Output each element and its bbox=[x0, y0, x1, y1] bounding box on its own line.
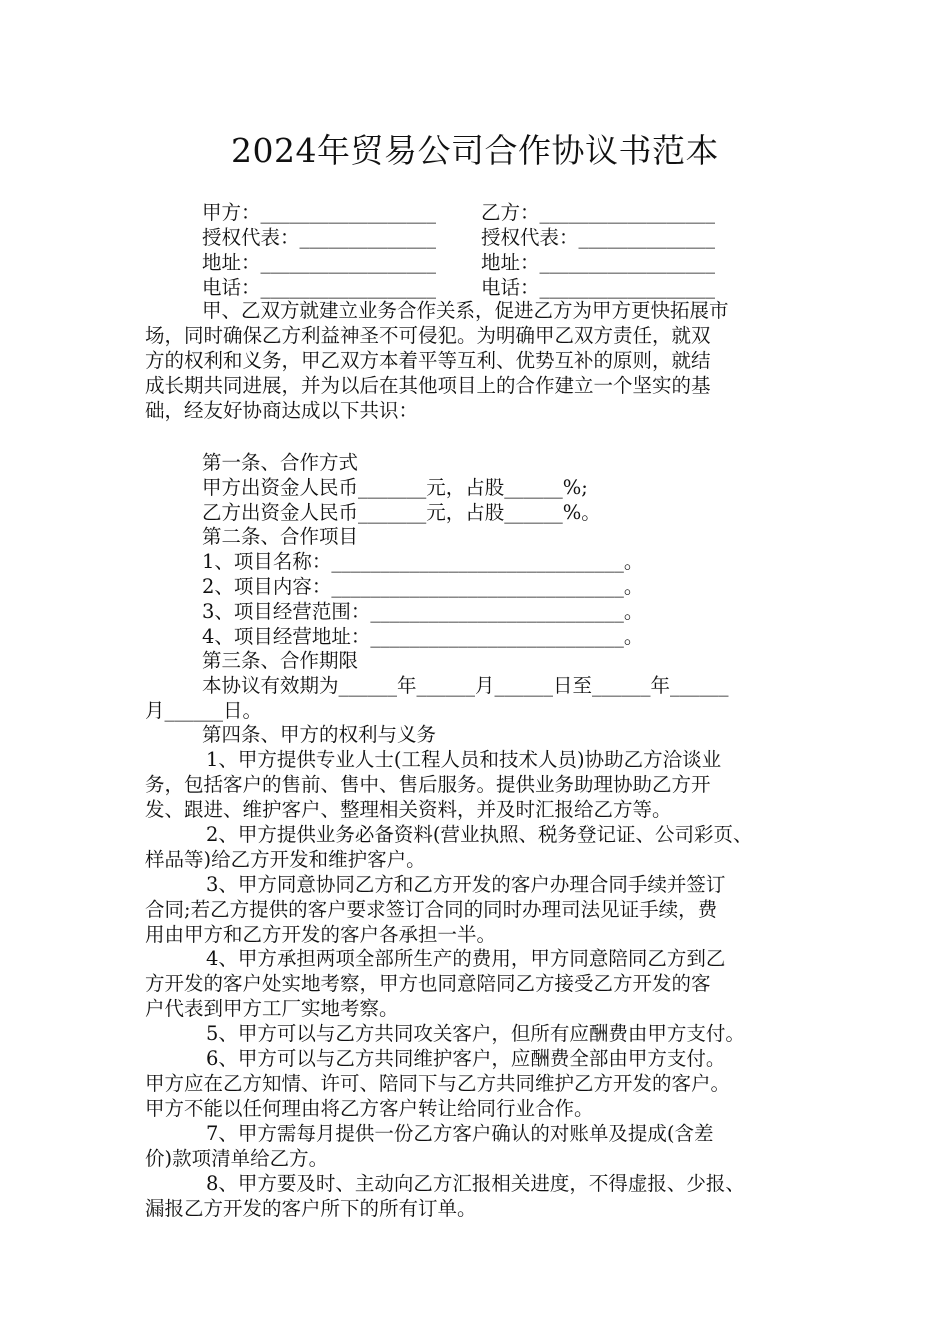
intro-line: 甲、乙双方就建立业务合作关系，促进乙方为甲方更快拓展市 bbox=[202, 299, 729, 322]
article-4-line: 1、甲方提供专业人士(工程人员和技术人员)协助乙方洽谈业 bbox=[206, 748, 722, 771]
intro-line: 方的权利和义务，甲乙双方本着平等互利、优势互补的原则，就结 bbox=[145, 349, 711, 372]
article-4-line: 务，包括客户的售前、售中、售后服务。提供业务助理协助乙方开 bbox=[145, 773, 711, 796]
article-4-line: 样品等)给乙方开发和维护客户。 bbox=[145, 848, 426, 871]
article-4-line: 合同;若乙方提供的客户要求签订合同的同时办理司法见证手续，费 bbox=[145, 898, 718, 921]
article-2-line: 2、项目内容：______________________________。 bbox=[202, 575, 644, 598]
article-4-line: 方开发的客户处实地考察，甲方也同意陪同乙方接受乙方开发的客 bbox=[145, 972, 711, 995]
article-4-line: 发、跟进、维护客户、整理相关资料，并及时汇报给乙方等。 bbox=[145, 798, 672, 821]
article-2-line: 3、项目经营范围：__________________________。 bbox=[202, 600, 644, 623]
article-4-line: 8、甲方要及时、主动向乙方汇报相关进度，不得虚报、少报、 bbox=[206, 1172, 745, 1195]
article-3-heading: 第三条、合作期限 bbox=[202, 649, 359, 672]
article-4-heading: 第四条、甲方的权利与义务 bbox=[202, 723, 437, 746]
party-a-field: 甲方：__________________ bbox=[202, 201, 437, 224]
article-1-heading: 第一条、合作方式 bbox=[202, 451, 359, 474]
party-a-representative-field: 授权代表：______________ bbox=[202, 226, 437, 249]
article-4-line: 5、甲方可以与乙方共同攻关客户，但所有应酬费由甲方支付。 bbox=[206, 1022, 745, 1045]
article-4-line: 3、甲方同意协同乙方和乙方开发的客户办理合同手续并签订 bbox=[206, 873, 726, 896]
document-title: 2024年贸易公司合作协议书范本 bbox=[231, 131, 719, 170]
article-3-line: 月______日。 bbox=[145, 699, 263, 722]
intro-line: 础，经友好协商达成以下共识： bbox=[145, 399, 419, 422]
article-4-line: 甲方不能以任何理由将乙方客户转让给同行业合作。 bbox=[145, 1097, 594, 1120]
article-4-line: 漏报乙方开发的客户所下的所有订单。 bbox=[145, 1197, 477, 1220]
intro-line: 成长期共同进展，并为以后在其他项目上的合作建立一个坚实的基 bbox=[145, 374, 711, 397]
article-4-line: 6、甲方可以与乙方共同维护客户，应酬费全部由甲方支付。 bbox=[206, 1047, 726, 1070]
article-1-line: 乙方出资金人民币_______元，占股______%。 bbox=[202, 501, 601, 524]
article-4-line: 户代表到甲方工厂实地考察。 bbox=[145, 997, 399, 1020]
article-4-line: 2、甲方提供业务必备资料(营业执照、税务登记证、公司彩页、 bbox=[206, 823, 753, 846]
intro-line: 场，同时确保乙方利益神圣不可侵犯。为明确甲乙双方责任，就双 bbox=[145, 324, 711, 347]
article-4-line: 4、甲方承担两项全部所生产的费用，甲方同意陪同乙方到乙 bbox=[206, 947, 726, 970]
article-2-heading: 第二条、合作项目 bbox=[202, 525, 359, 548]
party-b-representative-field: 授权代表：______________ bbox=[481, 226, 716, 249]
article-4-line: 用由甲方和乙方开发的客户各承担一半。 bbox=[145, 923, 497, 946]
article-3-line: 本协议有效期为______年______月______日至______年______ bbox=[202, 674, 729, 697]
article-4-line: 甲方应在乙方知情、许可、陪同下与乙方共同维护乙方开发的客户。 bbox=[145, 1072, 731, 1095]
article-2-line: 1、项目名称：______________________________。 bbox=[202, 550, 644, 573]
party-b-field: 乙方：__________________ bbox=[481, 201, 716, 224]
party-a-phone-field: 电话：__________________ bbox=[202, 276, 437, 299]
party-b-address-field: 地址：__________________ bbox=[481, 251, 716, 274]
party-a-address-field: 地址：__________________ bbox=[202, 251, 437, 274]
article-2-line: 4、项目经营地址：__________________________。 bbox=[202, 625, 644, 648]
article-4-line: 7、甲方需每月提供一份乙方客户确认的对账单及提成(含差 bbox=[206, 1122, 714, 1145]
article-4-line: 价)款项清单给乙方。 bbox=[145, 1147, 329, 1170]
article-1-line: 甲方出资金人民币_______元，占股______%; bbox=[202, 476, 588, 499]
party-b-phone-field: 电话：__________________ bbox=[481, 276, 716, 299]
